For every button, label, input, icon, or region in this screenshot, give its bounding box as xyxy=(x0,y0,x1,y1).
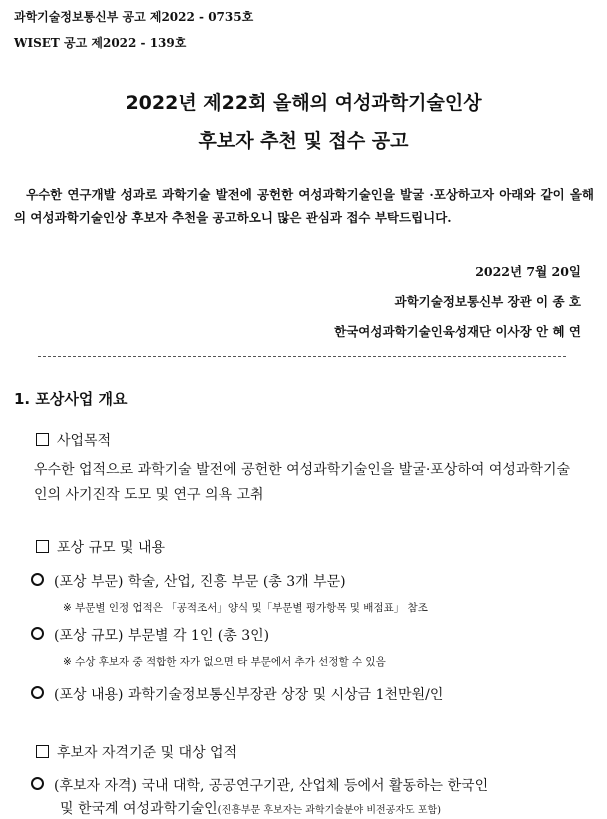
eligibility-line2: 및 한국계 여성과학기술인 xyxy=(60,801,218,817)
list-item-award-scale xyxy=(31,625,269,645)
purpose-text: 우수한 업적으로 과학기술 발전에 공헌한 여성과학기술인을 발굴·포상하여 여성과학기술인의 사기진작 도모 및 연구 의욕 고취 xyxy=(34,462,570,503)
announcement-number-wiset: WISET 공고 제2022 - 139호 xyxy=(14,36,187,50)
eligibility-heading xyxy=(36,742,237,762)
list-item-award-categories xyxy=(31,571,346,591)
dashed-divider xyxy=(38,356,566,357)
purpose-heading xyxy=(36,430,111,450)
circle-bullet-icon xyxy=(31,686,44,699)
eligibility-heading-label: 후보자 자격기준 및 대상 업적 xyxy=(57,745,238,761)
scale-heading-label: 포상 규모 및 내용 xyxy=(57,540,166,556)
list-item-text: (포상 부문) 학술, 산업, 진흥 부문 (총 3개 부문) xyxy=(54,574,346,590)
eligibility-note: (진흥부문 후보자는 과학기술분야 비전공자도 포함) xyxy=(217,805,442,816)
circle-bullet-icon xyxy=(31,573,44,586)
square-bullet-icon xyxy=(36,540,49,553)
list-item-candidate-eligibility xyxy=(31,775,488,795)
list-item-text: (포상 규모) 부문별 각 1인 (총 3인) xyxy=(54,628,270,644)
intro-paragraph: 우수한 연구개발 성과로 과학기술 발전에 공헌한 여성과학기술인을 발굴 ·포상하고자 아래와 같이 올해의 여성과학기술인상 후보자 추천을 공고하오니 많은 관심과 접수 부탁드립니다. xyxy=(14,187,594,225)
circle-bullet-icon xyxy=(31,627,44,640)
list-item-text: (후보자 자격) 국내 대학, 공공연구기관, 산업체 등에서 활동하는 한국인 xyxy=(54,778,489,794)
page-title: 2022년 제22회 올해의 여성과학기술인상 xyxy=(125,92,482,114)
square-bullet-icon xyxy=(36,433,49,446)
page-subtitle: 후보자 추천 및 접수 공고 xyxy=(198,130,409,152)
purpose-heading-label: 사업목적 xyxy=(57,433,112,449)
list-item-text: (포상 내용) 과학기술정보통신부장관 상장 및 시상금 1천만원/인 xyxy=(54,687,444,703)
signatory-foundation: 한국여성과학기술인육성재단 이사장 안 혜 연 xyxy=(334,324,581,339)
circle-bullet-icon xyxy=(31,777,44,790)
note-additional-selection: ※ 수상 후보자 중 적합한 자가 없으면 타 부문에서 추가 선정할 수 있음 xyxy=(63,656,386,668)
signatory-minister: 과학기술정보통신부 장관 이 종 호 xyxy=(394,294,581,309)
section-title-overview: 1. 포상사업 개요 xyxy=(14,390,128,408)
list-item-award-content xyxy=(31,684,443,704)
announcement-number-ministry: 과학기술정보통신부 공고 제2022 - 0735호 xyxy=(14,10,254,24)
announcement-date: 2022년 7월 20일 xyxy=(475,264,581,279)
note-category-criteria: ※ 부문별 인정 업적은 「공적조서」양식 및「부문별 평가항목 및 배점표」 참조 xyxy=(63,602,428,614)
square-bullet-icon xyxy=(36,745,49,758)
eligibility-continuation xyxy=(60,798,441,818)
scale-heading xyxy=(36,537,165,557)
